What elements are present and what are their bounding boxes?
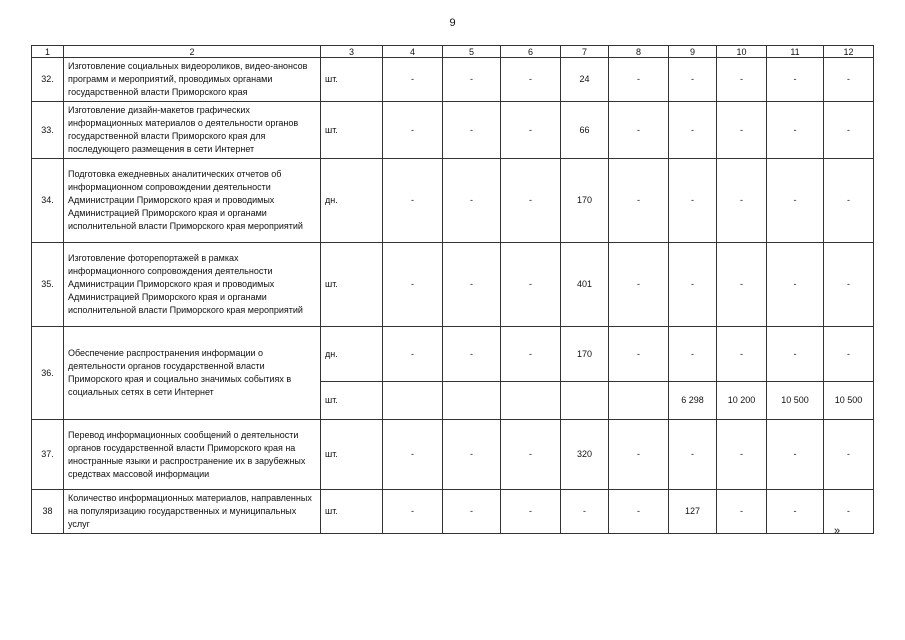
row-value: - — [824, 490, 874, 534]
row-value: - — [717, 58, 767, 102]
row-value: - — [767, 490, 824, 534]
row-number: 32. — [32, 58, 64, 102]
column-header: 5 — [443, 46, 501, 58]
row-value: - — [443, 420, 501, 490]
row-value: - — [501, 102, 561, 159]
row-value: - — [669, 243, 717, 327]
row-value: - — [824, 58, 874, 102]
row-description: Количество информационных материалов, направленных на популяризацию государственных и муниципальных услуг — [64, 490, 321, 534]
column-header: 12 — [824, 46, 874, 58]
row-description: Перевод информационных сообщений о деятельности органов государственной власти Приморского края на иностранные языки и распространение их в зарубежных средствах массовой информации — [64, 420, 321, 490]
row-value: - — [669, 159, 717, 243]
row-value: - — [669, 327, 717, 382]
row-value: - — [501, 58, 561, 102]
row-value: - — [767, 420, 824, 490]
row-value: 6 298 — [669, 382, 717, 420]
row-value: - — [717, 159, 767, 243]
row-value: - — [609, 159, 669, 243]
table-row — [32, 420, 874, 490]
column-header: 1 — [32, 46, 64, 58]
row-value: - — [609, 490, 669, 534]
row-value: 24 — [561, 58, 609, 102]
column-header: 4 — [383, 46, 443, 58]
table-row — [32, 327, 874, 382]
table-header-row — [32, 46, 874, 58]
row-value: - — [669, 102, 717, 159]
row-unit: шт. — [321, 102, 383, 159]
row-value: 10 500 — [767, 382, 824, 420]
row-value: - — [443, 490, 501, 534]
row-value: - — [561, 490, 609, 534]
row-unit: шт. — [321, 58, 383, 102]
row-unit: шт. — [321, 420, 383, 490]
row-number: 36. — [32, 327, 64, 420]
table-row — [32, 58, 874, 102]
column-header: 3 — [321, 46, 383, 58]
column-header: 9 — [669, 46, 717, 58]
row-value: 170 — [561, 327, 609, 382]
row-value: - — [609, 420, 669, 490]
row-number: 38 — [32, 490, 64, 534]
row-unit: дн. — [321, 159, 383, 243]
row-unit: шт. — [321, 243, 383, 327]
page-number: 9 — [449, 17, 456, 29]
row-value: - — [501, 243, 561, 327]
row-value: - — [383, 490, 443, 534]
row-value: - — [383, 58, 443, 102]
row-value: - — [383, 420, 443, 490]
row-value: - — [767, 159, 824, 243]
column-header: 6 — [501, 46, 561, 58]
row-description: Изготовление социальных видеороликов, видео-анонсов программ и мероприятий, проводимых органами государственной власти Приморского края — [64, 58, 321, 102]
row-value: - — [609, 102, 669, 159]
data-table — [31, 45, 874, 534]
row-value: - — [501, 420, 561, 490]
row-value: - — [443, 159, 501, 243]
column-header: 10 — [717, 46, 767, 58]
row-description: Изготовление фоторепортажей в рамках информационного сопровождения деятельности Администрации Приморского края и проводимых Администрацией Приморского края и органами исполнительной власти Приморского края мероприятий — [64, 243, 321, 327]
row-value: 66 — [561, 102, 609, 159]
row-value: - — [767, 327, 824, 382]
row-value — [609, 382, 669, 420]
row-value: - — [501, 490, 561, 534]
row-value: - — [824, 327, 874, 382]
row-value: 401 — [561, 243, 609, 327]
row-value: - — [609, 327, 669, 382]
row-value: - — [501, 159, 561, 243]
row-value: - — [443, 243, 501, 327]
row-value: - — [824, 420, 874, 490]
column-header: 11 — [767, 46, 824, 58]
row-description: Подготовка ежедневных аналитических отчетов об информационном сопровождении деятельности Администрации Приморского края и проводимых Администрацией Приморского края и органами исполнительной власти Приморского края мероприятий — [64, 159, 321, 243]
row-value: 127 — [669, 490, 717, 534]
row-description: Изготовление дизайн-макетов графических информационных материалов о деятельности органов государственной власти Приморского края для последующего размещения в сети Интернет — [64, 102, 321, 159]
table-row — [32, 159, 874, 243]
row-number: 33. — [32, 102, 64, 159]
row-value: - — [717, 243, 767, 327]
closing-quote-mark: » — [834, 525, 841, 537]
row-value: 170 — [561, 159, 609, 243]
row-value: - — [383, 327, 443, 382]
row-value: - — [824, 243, 874, 327]
row-value: - — [767, 58, 824, 102]
row-value: - — [717, 420, 767, 490]
row-value: - — [501, 327, 561, 382]
column-header: 2 — [64, 46, 321, 58]
row-value: 10 500 — [824, 382, 874, 420]
row-value: - — [383, 243, 443, 327]
row-value: 10 200 — [717, 382, 767, 420]
row-number: 35. — [32, 243, 64, 327]
row-value: - — [443, 327, 501, 382]
table-row — [32, 490, 874, 534]
row-value: - — [717, 327, 767, 382]
row-value: - — [767, 243, 824, 327]
row-value — [383, 382, 443, 420]
row-value: - — [717, 490, 767, 534]
row-value: - — [824, 159, 874, 243]
row-number: 37. — [32, 420, 64, 490]
row-value: - — [717, 102, 767, 159]
row-number: 34. — [32, 159, 64, 243]
row-description: Обеспечение распространения информации о деятельности органов государственной власти Приморского края и социально значимых событиях в социальных сетях в сети Интернет — [64, 327, 321, 420]
column-header: 7 — [561, 46, 609, 58]
column-header: 8 — [609, 46, 669, 58]
row-value: - — [824, 102, 874, 159]
row-value — [501, 382, 561, 420]
row-value: - — [669, 420, 717, 490]
row-value: - — [443, 58, 501, 102]
row-value: - — [383, 159, 443, 243]
row-value: - — [383, 102, 443, 159]
row-value: - — [609, 243, 669, 327]
row-unit: дн. — [321, 327, 383, 382]
row-value: - — [609, 58, 669, 102]
row-value: 320 — [561, 420, 609, 490]
row-value: - — [767, 102, 824, 159]
row-value: - — [669, 58, 717, 102]
row-value — [443, 382, 501, 420]
row-value: - — [443, 102, 501, 159]
row-value — [561, 382, 609, 420]
table-row — [32, 102, 874, 159]
row-unit: шт. — [321, 382, 383, 420]
table-row — [32, 243, 874, 327]
row-unit: шт. — [321, 490, 383, 534]
